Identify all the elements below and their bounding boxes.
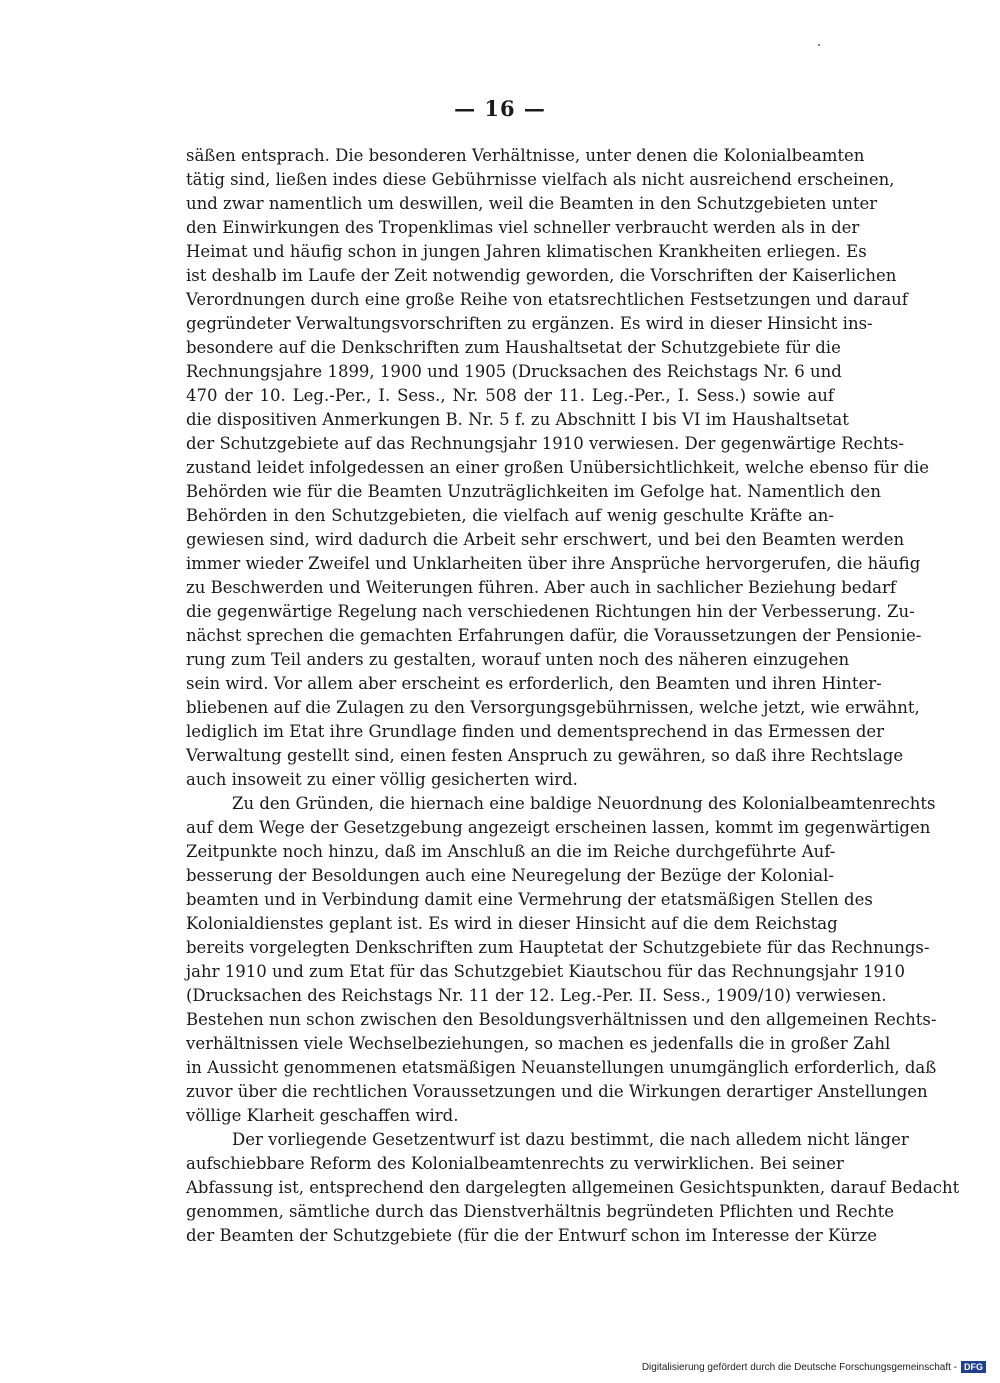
text-line: gewiesen sind, wird dadurch die Arbeit sehr erschwert, und bei den Beamten werden <box>186 530 905 549</box>
text-line: auf dem Wege der Gesetzgebung angezeigt erscheinen lassen, kommt im gegenwärtigen <box>186 818 931 837</box>
text-line: bereits vorgelegten Denkschriften zum Hauptetat der Schutzgebiete für das Rechnungs- <box>186 938 930 957</box>
dfg-logo: DFG <box>961 1361 986 1373</box>
text-line: tätig sind, ließen indes diese Gebührnisse vielfach als nicht ausreichend erscheinen, <box>186 170 895 189</box>
text-line: Bestehen nun schon zwischen den Besoldungsverhältnissen und den allgemeinen Rechts- <box>186 1010 937 1029</box>
text-line: (Drucksachen des Reichstags Nr. 11 der 12. Leg.-Per. II. Sess., 1909/10) verwiesen. <box>186 986 887 1005</box>
text-line: der Beamten der Schutzgebiete (für die der Entwurf schon im Interesse der Kürze <box>186 1226 877 1245</box>
text-line: Rechnungsjahre 1899, 1900 und 1905 (Drucksachen des Reichstags Nr. 6 und <box>186 362 842 381</box>
text-line: besondere auf die Denkschriften zum Haushaltsetat der Schutzgebiete für die <box>186 338 841 357</box>
text-line: die dispositiven Anmerkungen B. Nr. 5 f. zu Abschnitt I bis VI im Haushaltsetat <box>186 410 849 429</box>
text-line: den Einwirkungen des Tropenklimas viel schneller verbraucht werden als in der <box>186 218 860 237</box>
text-line: Behörden in den Schutzgebieten, die vielfach auf wenig geschulte Kräfte an- <box>186 506 834 525</box>
paragraph-1 <box>186 144 930 792</box>
scan-speck <box>818 44 820 46</box>
text-line: lediglich im Etat ihre Grundlage finden und dementsprechend in das Ermessen der <box>186 722 885 741</box>
text-line: Behörden wie für die Beamten Unzuträglichkeiten im Gefolge hat. Namentlich den <box>186 482 881 501</box>
text-line: Verordnungen durch eine große Reihe von etatsrechtlichen Festsetzungen und darauf <box>186 290 908 309</box>
text-line: ist deshalb im Laufe der Zeit notwendig geworden, die Vorschriften der Kaiserlichen <box>186 266 897 285</box>
text-line: in Aussicht genommenen etatsmäßigen Neuanstellungen unumgänglich erforderlich, daß <box>186 1058 937 1077</box>
text-line: Der vorliegende Gesetzentwurf ist dazu bestimmt, die nach alledem nicht länger <box>232 1130 909 1149</box>
text-line: aufschiebbare Reform des Kolonialbeamtenrechts zu verwirklichen. Bei seiner <box>186 1154 844 1173</box>
text-line: sein wird. Vor allem aber erscheint es erforderlich, den Beamten und ihren Hinter- <box>186 674 882 693</box>
text-line: zuvor über die rechtlichen Voraussetzungen und die Wirkungen derartiger Anstellungen <box>186 1082 928 1101</box>
text-line: völlige Klarheit geschaffen wird. <box>186 1106 459 1125</box>
body-text <box>186 144 960 1248</box>
text-line: Abfassung ist, entsprechend den dargelegten allgemeinen Gesichtspunkten, darauf Bedacht <box>186 1178 960 1197</box>
text-line: Zeitpunkte noch hinzu, daß im Anschluß an die im Reiche durchgeführte Auf- <box>186 842 836 861</box>
text-line: die gegenwärtige Regelung nach verschiedenen Richtungen hin der Verbesserung. Zu- <box>186 602 915 621</box>
text-line: verhältnissen viele Wechselbeziehungen, so machen es jedenfalls die in großer Zahl <box>186 1034 891 1053</box>
text-line: nächst sprechen die gemachten Erfahrungen dafür, die Voraussetzungen der Pensionie- <box>186 626 922 645</box>
text-line: Zu den Gründen, die hiernach eine baldige Neuordnung des Kolonialbeamtenrechts <box>232 794 936 813</box>
page-number: — 16 — <box>454 96 546 121</box>
text-line: säßen entsprach. Die besonderen Verhältnisse, unter denen die Kolonialbeamten <box>186 146 865 165</box>
paragraph-2 <box>186 792 937 1128</box>
text-line: zustand leidet infolgedessen an einer großen Unübersichtlichkeit, welche ebenso für die <box>186 458 930 477</box>
text-line: der Schutzgebiete auf das Rechnungsjahr 1910 verwiesen. Der gegenwärtige Rechts- <box>186 434 904 453</box>
paragraph-3 <box>186 1128 960 1248</box>
text-line: genommen, sämtliche durch das Dienstverhältnis begründeten Pflichten und Rechte <box>186 1202 894 1221</box>
text-line: bliebenen auf die Zulagen zu den Versorgungsgebührnissen, welche jetzt, wie erwähnt, <box>186 698 920 717</box>
text-line: beamten und in Verbindung damit eine Vermehrung der etatsmäßigen Stellen des <box>186 890 873 909</box>
text-line: jahr 1910 und zum Etat für das Schutzgebiet Kiautschou für das Rechnungsjahr 1910 <box>186 962 905 981</box>
text-line: gegründeter Verwaltungsvorschriften zu ergänzen. Es wird in dieser Hinsicht ins- <box>186 314 873 333</box>
text-line: Verwaltung gestellt sind, einen festen Anspruch zu gewähren, so daß ihre Rechtslage <box>186 746 904 765</box>
text-line: und zwar namentlich um deswillen, weil die Beamten in den Schutzgebieten unter <box>186 194 878 213</box>
text-line: rung zum Teil anders zu gestalten, worauf unten noch des näheren einzugehen <box>186 650 850 669</box>
text-line: Kolonialdienstes geplant ist. Es wird in dieser Hinsicht auf die dem Reichstag <box>186 914 838 933</box>
text-line: immer wieder Zweifel und Unklarheiten über ihre Ansprüche hervorgerufen, die häufig <box>186 554 921 573</box>
footer-text: Digitalisierung gefördert durch die Deutsche Forschungsgemeinschaft - <box>641 1361 957 1373</box>
text-line: auch insoweit zu einer völlig gesicherten wird. <box>186 770 578 789</box>
text-line: zu Beschwerden und Weiterungen führen. Aber auch in sachlicher Beziehung bedarf <box>186 578 896 597</box>
text-line: Heimat und häufig schon in jungen Jahren klimatischen Krankheiten erliegen. Es <box>186 242 867 261</box>
footer-credit <box>642 1361 986 1373</box>
text-line: 470 der 10. Leg.-Per., I. Sess., Nr. 508 der 11. Leg.-Per., I. Sess.) sowie auf <box>186 386 834 405</box>
text-line: besserung der Besoldungen auch eine Neuregelung der Bezüge der Kolonial- <box>186 866 834 885</box>
